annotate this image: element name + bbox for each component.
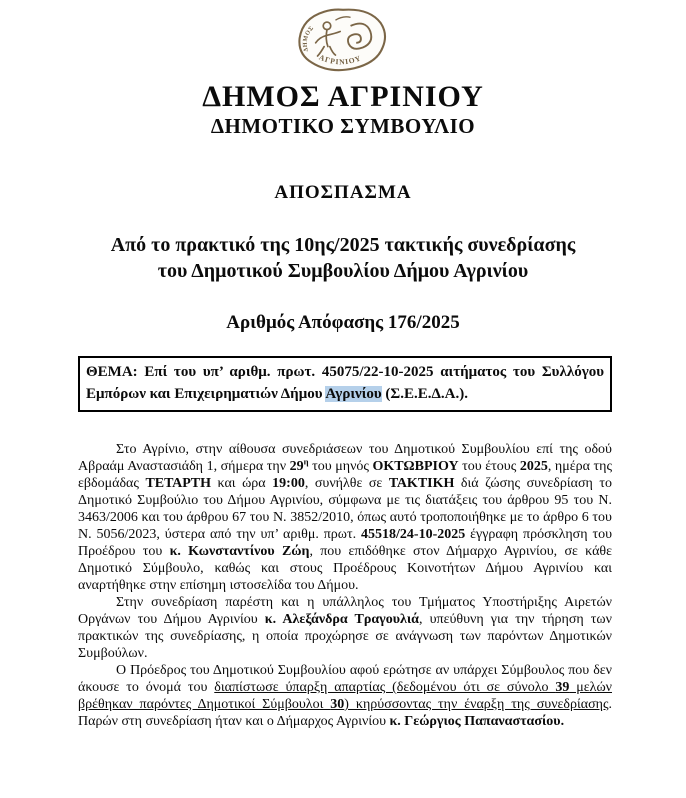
text-segment: . Παρών στη συνεδρίαση ήταν και ο Δήμαρχος Αγρινίου: [78, 697, 613, 729]
text-segment: 29: [289, 459, 304, 474]
session-title-line1: Από το πρακτικό της 10ης/2025 τακτικής συνεδρίασης: [110, 234, 576, 256]
text-segment: 39: [555, 680, 570, 695]
text-segment: Ο Πρόεδρος του Δημοτικού Συμβουλίου αφού ερώτησε αν υπάρχει Σύμβουλος που δεν άκουσε το όνομά του: [78, 663, 612, 695]
text-segment: ) κηρύσσοντας την έναρξη της συνεδρίασης: [344, 697, 609, 712]
text-segment: (Σ.Ε.Ε.Δ.Α.).: [381, 386, 468, 402]
text-segment: Αγρινίου: [325, 386, 382, 402]
session-title-line2: του Δημοτικού Συμβουλίου Δήμου Αγρινίου: [157, 260, 529, 282]
text-segment: Στο Αγρίνιο, στην αίθουσα συνεδριάσεων του Δημοτικού Συμβουλίου επί της οδού Αβραάμ Αναστασιάδη 1, σήμερα την: [78, 442, 612, 474]
text-segment: , που επιδόθηκε στον Δήμαρχο Αγρινίου, σε κάθε Δημοτικό Σύμβουλο, καθώς και στους Προέδρους Κοινοτήτων Δήμου Αγρινίου και αναρτήθηκε στην επίσημη ιστοσελίδα του Δήμου.: [78, 544, 612, 593]
text-segment: διαπίστωσε ύπαρξη απαρτίας (δεδομένου ότι σε σύνολο: [214, 680, 556, 695]
text-segment: κ. Γεώργιος Παπαναστασίου.: [389, 714, 565, 729]
text-segment: κ. Αλεξάνδρα Τραγουλιά: [264, 612, 419, 627]
paragraph-quorum: [78, 662, 612, 730]
extract-heading: ΑΠΟΣΠΑΣΜΑ: [274, 182, 412, 203]
council-subtitle: ΔΗΜΟΤΙΚΟ ΣΥΜΒΟΥΛΙΟ: [210, 114, 476, 138]
document-body: [78, 441, 612, 730]
text-segment: 19:00: [272, 476, 305, 491]
text-segment: και ώρα: [211, 476, 273, 491]
text-segment: κ. Κωνσταντίνου Ζώη: [169, 544, 310, 559]
text-segment: ΤΕΤΑΡΤΗ: [145, 476, 211, 491]
text-segment: ΟΚΤΩΒΡΙΟΥ: [372, 459, 459, 474]
text-segment: του έτους: [458, 459, 520, 474]
paragraph-secretary: [78, 594, 612, 662]
text-segment: , υπεύθυνη για την τήρηση των πρακτικών της συνεδρίασης, η οποία προχώρησε σε ανάγνωση των παρόντων Δημοτικών Συμβούλων.: [78, 612, 612, 661]
seal-left-label: ΔΗΜΟΣ: [302, 25, 316, 53]
text-segment: διά ζώσης συνεδρίαση το Δημοτικό Συμβούλιο του Δήμου Αγρινίου, σύμφωνα με τις διατάξεις του άρθρου 95 του Ν. 3463/2006 και του άρθρου 67 του Ν. 3852/2010, όπως αυτό τροποποιήθηκε με το άρθρο 6 του Ν. 5056/2023, ύστερα από την υπ’ αριθμ. πρωτ.: [78, 476, 612, 542]
text-segment: του μηνός: [308, 459, 373, 474]
text-segment: μελών βρέθηκαν παρόντες Δημοτικοί Σύμβουλοι: [78, 680, 612, 712]
seal-container: [0, 0, 686, 73]
text-segment: 45518/24-10-2025: [361, 527, 466, 542]
municipal-seal-icon: [295, 7, 391, 73]
municipality-title: ΔΗΜΟΣ ΑΓΡΙΝΙΟΥ: [202, 80, 484, 113]
text-segment: η: [303, 456, 309, 467]
text-segment: ΤΑΚΤΙΚΗ: [388, 476, 455, 491]
text-segment: Στην συνεδρίαση παρέστη και η υπάλληλος του Τμήματος Υποστήριξης Αιρετών Οργάνων του Δήμου Αγρινίου: [78, 595, 612, 627]
session-title: [0, 232, 686, 284]
subject-box: [78, 356, 612, 412]
paragraph-session-details: [78, 441, 612, 594]
text-segment: ΘΕΜΑ: Επί του υπ’ αριθμ. πρωτ. 45075/22-10-2025 αιτήματος του Συλλόγου Εμπόρων και Επιχειρηματιών Δήμου: [86, 364, 604, 402]
text-segment: έγγραφη πρόσκληση του Προέδρου του: [78, 527, 612, 559]
text-segment: , ημέρα της εβδομάδας: [78, 459, 612, 491]
text-segment: , συνήλθε σε: [304, 476, 389, 491]
text-segment: 2025: [519, 459, 548, 474]
seal-bottom-label: ΑΓΡΙΝΙΟΥ: [317, 52, 363, 67]
decision-number: Αριθμός Απόφασης 176/2025: [226, 312, 460, 333]
text-segment: 30: [330, 697, 345, 712]
